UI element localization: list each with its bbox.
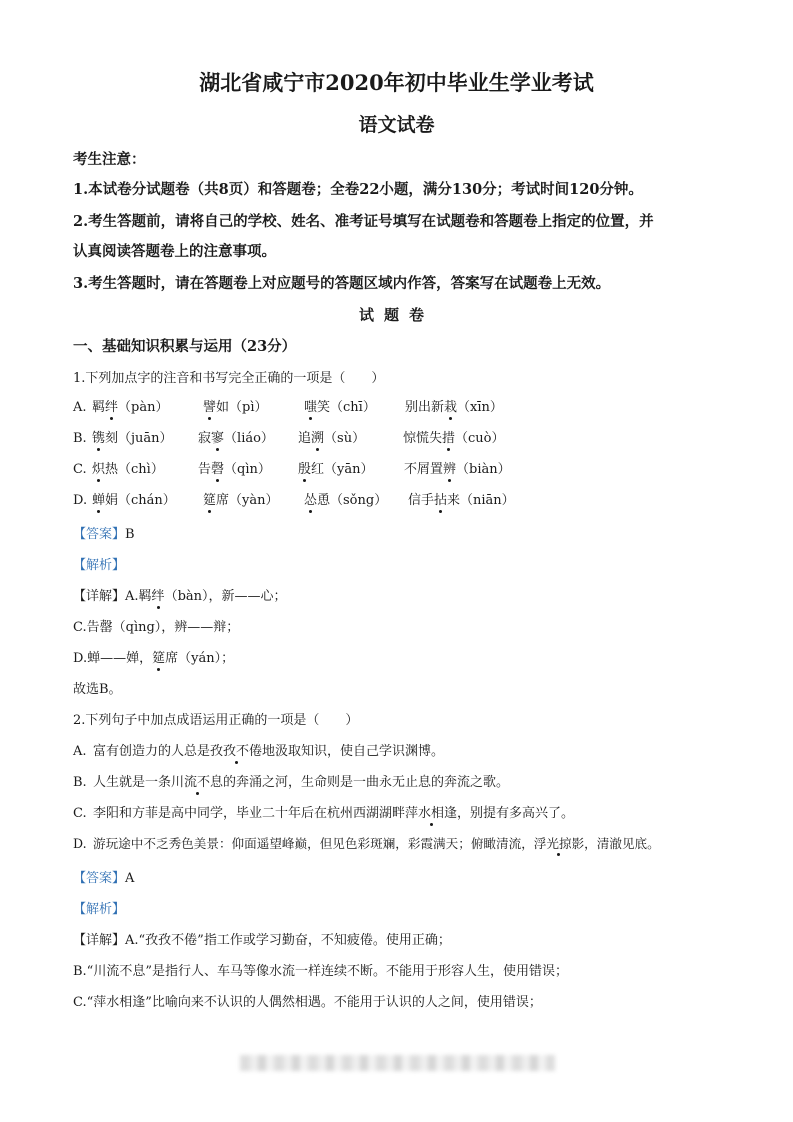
option-item: 怂恿（sǒng） xyxy=(304,493,388,508)
exam-title: 湖北省咸宁市2020年初中毕业生学业考试 xyxy=(199,70,594,95)
option-item: 譬如（pì） xyxy=(203,400,268,415)
q1-option-a xyxy=(73,401,503,414)
option-item: 羁绊（pàn） xyxy=(92,400,169,415)
option-letter: D. xyxy=(73,836,87,851)
q1-option-d xyxy=(73,494,515,507)
detail-tag: 【详解】 xyxy=(73,933,126,948)
q2-detail-b: B.“川流不息”是指行人、车马等像水流一样连续不断。不能用于形容人生，使用错误； xyxy=(73,964,568,979)
detail-tag: 【详解】 xyxy=(73,589,126,604)
option-letter: C. xyxy=(73,806,87,821)
option-item: 嗤笑（chī） xyxy=(304,400,376,415)
option-letter: A. xyxy=(73,400,87,415)
option-item: 寂寥（liáo） xyxy=(198,431,274,446)
option-item: 镌刻（juān） xyxy=(92,431,173,446)
notice-item-3: 3.考生答题时，请在答题卷上对应题号的答题区域内作答，答案写在试题卷上无效。 xyxy=(73,275,611,292)
blurred-footer xyxy=(240,1055,555,1071)
answer-tag: 【答案】 xyxy=(73,871,126,886)
option-letter: B. xyxy=(73,431,87,446)
option-item: 炽热（chì） xyxy=(92,462,164,477)
notice-item-2: 2.考生答题前，请将自己的学校、姓名、准考证号填写在试题卷和答题卷上指定的位置，并 xyxy=(73,213,654,230)
answer-value: A xyxy=(125,871,135,886)
q1-option-c xyxy=(73,463,511,476)
q1-analysis-tag: 【解析】 xyxy=(73,558,126,573)
option-item: 殷红（yān） xyxy=(298,462,374,477)
q1-detail-2: C.告罄（qìng），辨——辩； xyxy=(73,620,240,635)
answer-value: B xyxy=(125,527,135,542)
q1-conclusion: 故选B。 xyxy=(73,682,122,697)
option-item: 筵席（yàn） xyxy=(203,493,279,508)
q1-answer xyxy=(73,528,135,541)
q2-answer xyxy=(73,872,134,885)
notice-item-2-cont: 认真阅读答题卷上的注意事项。 xyxy=(73,243,276,260)
option-item: 惊慌失措（cuò） xyxy=(403,431,505,446)
q1-stem: 1.下列加点字的注音和书写完全正确的一项是（ ） xyxy=(73,371,385,386)
option-letter: C. xyxy=(73,462,87,477)
q2-stem: 2.下列句子中加点成语运用正确的一项是（ ） xyxy=(73,713,359,728)
q1-detail-1: 【详解】A.羁绊（bàn），新——心； xyxy=(73,589,287,604)
option-item: 不屑置辨（biàn） xyxy=(404,462,511,477)
exam-subtitle: 语文试卷 xyxy=(358,114,435,136)
option-letter: B. xyxy=(73,775,87,790)
option-item: 告磬（qìn） xyxy=(198,462,271,477)
option-letter: D. xyxy=(73,493,88,508)
option-item: 蝉娟（chán） xyxy=(92,493,176,508)
q1-detail-3: D.蝉——婵，筵席（yán）； xyxy=(73,651,235,666)
q2-option-b: B. 人生就是一条川流不息的奔涌之河，生命则是一曲永无止息的奔流之歌。 xyxy=(73,775,510,790)
notice-item-1: 1.本试卷分试题卷（共8页）和答题卷；全卷22小题，满分130分；考试时间120分钟。 xyxy=(73,181,643,198)
q1-option-b xyxy=(73,432,505,445)
q2-option-c: C. 李阳和方菲是高中同学，毕业二十年后在杭州西湖湖畔萍水相逢，别提有多高兴了。 xyxy=(73,806,575,821)
q2-detail-a: 【详解】A.“孜孜不倦”指工作或学习勤奋，不知疲倦。使用正确； xyxy=(73,933,451,948)
section-label: 试题卷 xyxy=(358,306,434,324)
notice-heading: 考生注意： xyxy=(73,151,146,168)
option-item: 追溯（sù） xyxy=(298,431,366,446)
q2-detail-c: C.“萍水相逢”比喻向来不认识的人偶然相遇。不能用于认识的人之间，使用错误； xyxy=(73,995,542,1010)
q2-analysis-tag: 【解析】 xyxy=(73,902,126,917)
option-item: 别出新栽（xīn） xyxy=(405,400,503,415)
option-letter: A. xyxy=(73,744,87,759)
answer-tag: 【答案】 xyxy=(73,527,126,542)
option-item: 信手拈来（niān） xyxy=(408,493,515,508)
q2-option-a: A. 富有创造力的人总是孜孜不倦地汲取知识，使自己学识渊博。 xyxy=(73,744,445,759)
part-heading: 一、基础知识积累与运用（23分） xyxy=(73,338,297,355)
q2-option-d: D. 游玩途中不乏秀色美景：仰面遥望峰巅，但见色彩斑斓，彩霞满天；俯瞰清流，浮光掠影，清澈见底。 xyxy=(73,836,660,851)
